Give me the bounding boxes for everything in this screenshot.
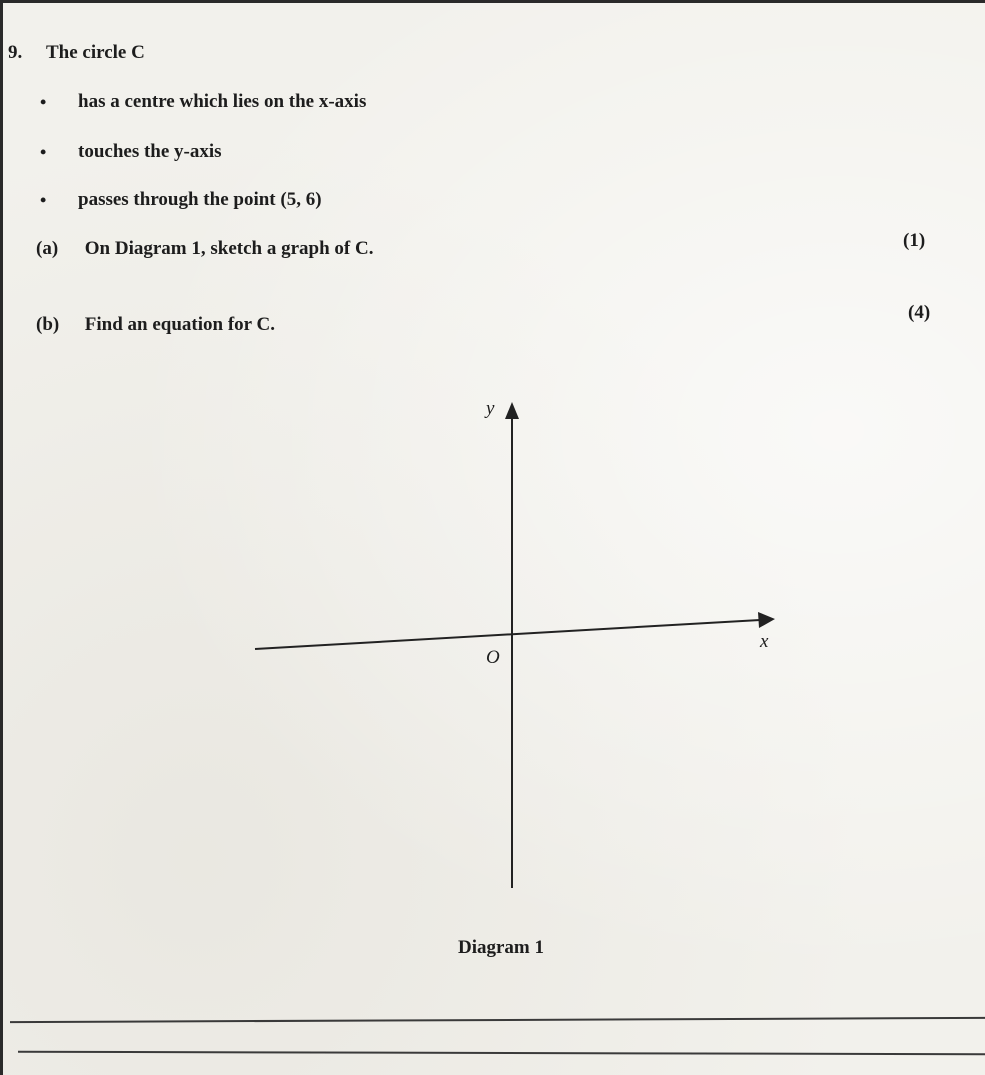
part-a-text: On Diagram 1, sketch a graph of C. (84, 238, 374, 259)
x-axis-label: x (760, 631, 769, 652)
y-axis-arrow-icon (505, 402, 519, 419)
y-axis-label: y (486, 398, 495, 419)
part-b-text: Find an equation for C. (84, 314, 275, 335)
part-a-label: (a) (36, 238, 59, 259)
diagram-caption: Diagram 1 (458, 937, 545, 958)
x-axis (255, 620, 760, 649)
bullet-icon: • (40, 91, 47, 112)
x-axis-arrow-icon (758, 612, 775, 628)
condition-text: touches the y-axis (78, 141, 222, 162)
bullet-icon: • (40, 189, 47, 210)
bullet-icon: • (40, 141, 47, 162)
condition-text: has a centre which lies on the x-axis (78, 91, 367, 112)
part-b-label: (b) (36, 314, 60, 335)
condition-text: passes through the point (5, 6) (78, 189, 322, 210)
question-intro: The circle C (46, 42, 145, 63)
part-b-marks: (4) (908, 302, 931, 323)
origin-label: O (486, 647, 500, 668)
part-a-marks: (1) (903, 230, 926, 251)
question-number: 9. (8, 42, 23, 63)
